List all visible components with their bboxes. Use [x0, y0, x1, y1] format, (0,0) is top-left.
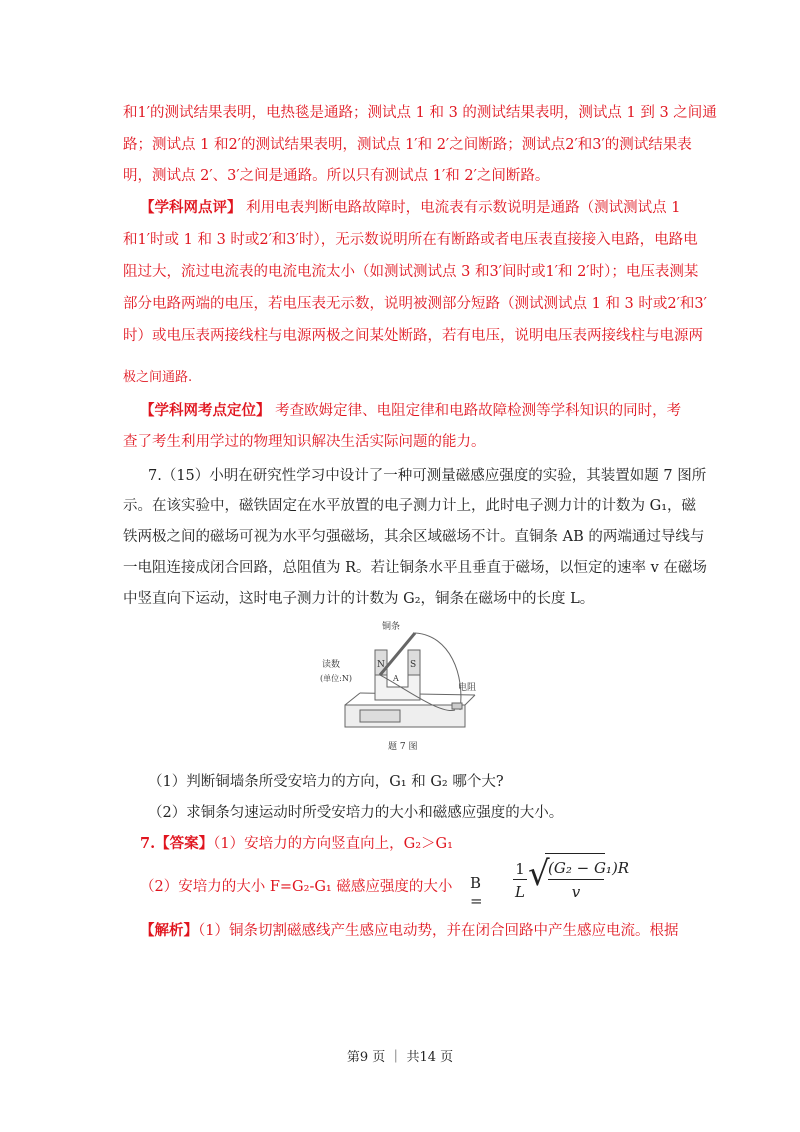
answer-text-1: （1）安培力的方向竖直向上，G₂＞G₁: [213, 836, 453, 852]
solution-line-1: 和1′的测试结果表明，电热毯是通路；测试点 1 和 3 的测试结果表明，测试点 1 到 3 之间通: [123, 105, 717, 121]
page-footer: 第9 页 ｜ 共14 页: [346, 1050, 454, 1065]
formula-root-den: v: [571, 883, 581, 901]
label-unit: (单位:N): [320, 674, 352, 683]
label-copper: 铜条: [382, 622, 401, 632]
formula-frac-bar: [513, 879, 527, 880]
solution-line-3: 明，测试点 2′、3′之间是通路。所以只有测试点 1′和 2′之间断路。: [123, 168, 550, 184]
comment-tag: 【学科网点评】: [140, 199, 242, 216]
comment-line-4: 部分电路两端的电压，若电压表无示数，说明被测部分短路（测试测试点 1 和 3 时或2′和3′: [123, 296, 707, 312]
analysis-tag: 【解析】: [140, 922, 198, 939]
formula-root-fracbar: [548, 879, 604, 880]
analysis-text-1: （1）铜条切割磁感线产生感应电动势，并在闭合回路中产生感应电流。根据: [198, 923, 679, 939]
label-reading: 读数: [322, 660, 341, 670]
label-n: N: [377, 660, 385, 670]
question-line-1: 7.（15）小明在研究性学习中设计了一种可测量磁感应强度的实验，其装置如题 7 图所: [148, 468, 707, 484]
question-line-3: 铁两极之间的磁场可视为水平匀强磁场，其余区域磁场不计。直铜条 AB 的两端通过导线与: [123, 529, 705, 545]
comment-line-1: [140, 196, 680, 217]
position-line-2: 查了考生利用学过的物理知识解决生活实际问题的能力。: [123, 434, 486, 450]
formula-root-num: (G₂ − G₁)R: [548, 859, 630, 877]
sqrt-icon: √: [528, 854, 550, 894]
subquestion-1: （1）判断铜墙条所受安培力的方向，G₁ 和 G₂ 哪个大?: [148, 774, 504, 790]
apparatus-figure: [320, 615, 490, 760]
question-line-2: 示。在该实验中，磁铁固定在水平放置的电子测力计上，此时电子测力计的计数为 G₁，磁: [123, 498, 697, 514]
analysis-line-1: [140, 919, 678, 940]
formula-lhs: B =: [470, 874, 483, 910]
label-s: S: [410, 660, 417, 670]
position-tag: 【学科网考点定位】: [140, 402, 271, 419]
answer-tag: 7.【答案】: [140, 835, 214, 852]
question-line-4: 一电阻连接成闭合回路，总阻值为 R。若让铜条水平且垂直于磁场，以恒定的速率 v 在磁场: [123, 560, 707, 576]
subquestion-2: （2）求铜条匀速运动时所受安培力的大小和磁感应强度的大小。: [148, 805, 564, 821]
question-line-5: 中竖直向下运动，这时电子测力计的计数为 G₂，铜条在磁场中的长度 L。: [123, 591, 595, 607]
answer-line-2: （2）安培力的大小 F=G₂-G₁ 磁感应强度的大小: [140, 879, 453, 895]
label-resistor: 电阻: [458, 683, 477, 693]
position-line-1: [140, 399, 681, 420]
answer-line-1: [140, 832, 453, 853]
formula-frac-num: 1: [515, 860, 525, 878]
solution-line-2: 路；测试点 1 和2′的测试结果表明，测试点 1′和 2′之间断路；测试点2′和3′的测试结果表: [123, 137, 692, 153]
comment-line-2: 和1′时或 1 和 3 时或2′和3′时），无示数说明所在有断路或者电压表直接接入电路，电路电: [123, 232, 698, 248]
formula-root-bar: [545, 853, 605, 854]
comment-text-1: 利用电表判断电路故障时，电流表有示数说明是通路（测试测试点 1: [241, 200, 681, 216]
comment-line-5: 时）或电压表两接线柱与电源两极之间某处断路，若有电压，说明电压表两接线柱与电源两: [123, 328, 703, 344]
label-a: A: [393, 674, 399, 683]
comment-line-6: 极之间通路.: [123, 370, 193, 385]
figure-caption: 题 7 图: [388, 742, 418, 752]
formula-frac-den: L: [515, 883, 525, 901]
comment-line-3: 阻过大，流过电流表的电流电流太小（如测试测试点 3 和3′间时或1′和 2′时）；电压表测某: [123, 264, 699, 280]
position-text-1: 考查欧姆定律、电阻定律和电路故障检测等学科知识的同时，考: [270, 403, 682, 419]
